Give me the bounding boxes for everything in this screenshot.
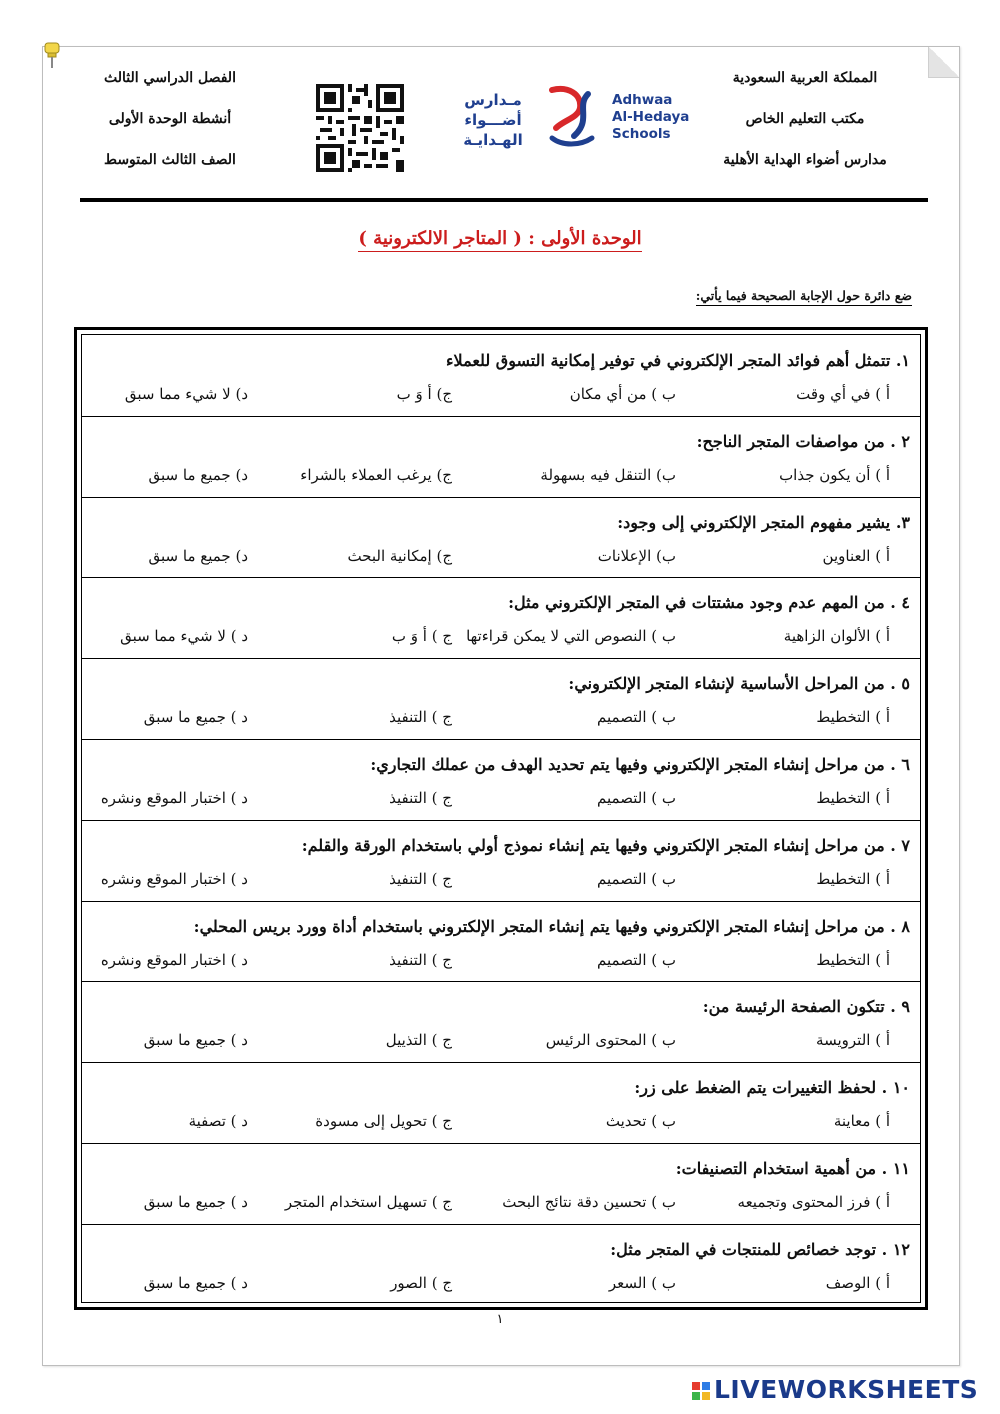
answer-option-c[interactable]: ج ) التنفيذ	[389, 708, 452, 727]
question-row-6	[82, 739, 920, 821]
logo-en-line-2: Al-Hedaya	[612, 109, 690, 125]
question-text: ١٢ . توجد خصائص للمنتجات في المتجر مثل:	[610, 1239, 910, 1259]
answer-option-c[interactable]: ج) إمكانية البحث	[347, 546, 452, 565]
unit-title-text: الوحدة الأولى : ( المتاجر الالكترونية )	[358, 228, 641, 252]
answer-option-b[interactable]: ب ) النصوص التي لا يمكن قراءتها	[466, 627, 676, 646]
answer-option-c[interactable]: ج ) التذييل	[385, 1031, 452, 1050]
question-row-12	[82, 1224, 920, 1305]
question-row-10	[82, 1062, 920, 1144]
logo-ar-line-2: أضـــواء	[464, 111, 522, 129]
answer-option-c[interactable]: ج ) تسهيل استخدام المتجر	[284, 1193, 452, 1211]
header-office: مكتب التعليم الخاص	[745, 111, 865, 127]
answer-option-d[interactable]: د ) جميع ما سبق	[143, 1273, 248, 1292]
logo-en-line-3: Schools	[612, 126, 671, 142]
logo-ar-line-1: مـدارس	[464, 91, 522, 109]
answer-option-a[interactable]: أ ) التخطيط	[816, 708, 890, 727]
answer-option-d[interactable]: د) جميع ما سبق	[148, 546, 248, 565]
question-text: ١. تتمثل أهم فوائد المتجر الإلكتروني في توفير إمكانية التسوق للعملاء	[446, 351, 910, 370]
logo-english-text	[612, 92, 689, 143]
answer-option-b[interactable]: ب ) المحتوى الرئيس	[545, 1031, 676, 1050]
liveworksheets-brand: LIVEWORKSHEETS	[714, 1375, 979, 1404]
header-grade: الصف الثالث المتوسط	[104, 152, 236, 168]
answer-option-c[interactable]: ج ) التنفيذ	[389, 950, 452, 969]
answer-option-b[interactable]: ب ) تحسين دقة نتائج البحث	[502, 1193, 676, 1211]
page-fold-corner	[928, 47, 959, 78]
answer-option-d[interactable]: د ) لا شيء مما سبق	[120, 627, 248, 646]
logo-arabic-text	[446, 90, 540, 150]
header-country: المملكة العربية السعودية	[732, 70, 878, 86]
question-row-7	[82, 820, 920, 902]
question-row-5	[82, 658, 920, 740]
answer-option-d[interactable]: د ) اختبار الموقع ونشره	[100, 869, 248, 888]
instruction-text: ضع دائرة حول الإجابة الصحيحة فيما يأتي:	[696, 288, 912, 306]
answer-option-b[interactable]: ب ) التصميم	[597, 950, 676, 969]
answer-option-c[interactable]: ج ) التنفيذ	[389, 869, 452, 888]
question-row-4	[82, 577, 920, 659]
question-row-9	[82, 981, 920, 1063]
logo-en-line-1: Adhwaa	[612, 92, 673, 108]
question-text: ٦ . من مراحل إنشاء المتجر الإلكتروني وفيها يتم تحديد الهدف من عملك التجاري:	[370, 755, 910, 774]
question-text: ١١ . من أهمية استخدام التصنيفات:	[675, 1159, 910, 1178]
question-row-8	[82, 901, 920, 983]
question-text: ١٠ . لحفظ التغييرات يتم الضغط على زر:	[634, 1078, 910, 1098]
header-left-block	[80, 64, 260, 187]
answer-option-c[interactable]: ج ) التنفيذ	[389, 789, 452, 807]
instruction	[560, 288, 912, 303]
questions-table-inner	[81, 334, 921, 1303]
answer-option-a[interactable]: أ ) التخطيط	[816, 789, 890, 807]
answer-option-a[interactable]: أ ) العناوين	[822, 546, 890, 565]
qr-code-icon	[316, 84, 404, 172]
answer-option-a[interactable]: أ ) التخطيط	[816, 869, 890, 888]
question-text: ٣. يشير مفهوم المتجر الإلكتروني إلى وجود:	[617, 512, 910, 532]
answer-option-d[interactable]: د ) اختبار الموقع ونشره	[100, 789, 248, 807]
answer-option-c[interactable]: ج ) الصور	[390, 1273, 452, 1292]
header-school: مدارس أضواء الهداية الأهلية	[723, 152, 887, 168]
unit-title	[300, 228, 700, 249]
question-text: ٧ . من مراحل إنشاء المتجر الإلكتروني وفيها يتم إنشاء نموذج أولي باستخدام الورقة والقلم:	[301, 835, 910, 855]
answer-option-c[interactable]: ج ) تحويل إلى مسودة	[315, 1112, 452, 1131]
answer-option-a[interactable]: أ ) معاينة	[833, 1112, 890, 1131]
answer-option-a[interactable]: أ ) في أي وقت	[796, 385, 890, 403]
answer-option-d[interactable]: د ) جميع ما سبق	[143, 1031, 248, 1050]
header-activity: أنشطة الوحدة الأولى	[108, 111, 232, 127]
answer-option-d[interactable]: د ) جميع ما سبق	[143, 708, 248, 727]
answer-option-a[interactable]: أ ) الألوان الزاهية	[783, 627, 890, 646]
question-row-1	[82, 335, 920, 417]
answer-option-b[interactable]: ب) التنقل فيه بسهولة	[540, 465, 676, 484]
answer-option-c[interactable]: ج) أ وَ ب	[396, 385, 452, 403]
pin-icon[interactable]	[40, 40, 64, 70]
answer-option-d[interactable]: د ) جميع ما سبق	[143, 1193, 248, 1211]
question-text: ٤ . من المهم عدم وجود مشتتات في المتجر الإلكتروني مثل:	[508, 593, 910, 613]
answer-option-a[interactable]: أ ) الوصف	[825, 1273, 890, 1292]
answer-option-a[interactable]: أ ) أن يكون جذاب	[779, 465, 890, 484]
answer-option-d[interactable]: د ) تصفية	[188, 1112, 248, 1131]
header-divider	[80, 198, 928, 202]
answer-option-d[interactable]: د) لا شيء مما سبق	[124, 385, 248, 403]
answer-option-b[interactable]: ب ) التصميم	[597, 708, 676, 727]
answer-option-b[interactable]: ب ) التصميم	[597, 789, 676, 807]
question-text: ٢ . من مواصفات المتجر الناجح:	[696, 431, 910, 451]
question-text: ٨ . من مراحل إنشاء المتجر الإلكتروني وفيها يتم إنشاء المتجر الإلكتروني باستخدام أداة وورد بريس المحلي:	[193, 916, 910, 936]
answer-option-b[interactable]: ب ) من أي مكان	[569, 385, 676, 403]
answer-option-a[interactable]: أ ) فرز المحتوى وتجميعه	[737, 1193, 890, 1211]
question-row-11	[82, 1143, 920, 1225]
question-text: ٩ . تتكون الصفحة الرئيسة من:	[702, 997, 910, 1017]
header-semester: الفصل الدراسي الثالث	[104, 70, 236, 86]
logo-ar-line-3: الهـدايـة	[463, 131, 523, 149]
answer-option-d[interactable]: د) جميع ما سبق	[148, 465, 248, 484]
answer-option-b[interactable]: ب ) التصميم	[597, 869, 676, 888]
answer-option-a[interactable]: أ ) التخطيط	[816, 950, 890, 969]
questions-table	[74, 327, 928, 1310]
header-right-block	[700, 64, 910, 187]
page-number: ١	[496, 1312, 504, 1327]
answer-option-d[interactable]: د ) اختبار الموقع ونشره	[100, 950, 248, 969]
answer-option-c[interactable]: ج) يرغب العملاء بالشراء	[300, 465, 452, 484]
answer-option-b[interactable]: ب) الإعلانات	[597, 546, 676, 565]
question-text: ٥ . من المراحل الأساسية لإنشاء المتجر الإلكتروني:	[568, 674, 910, 694]
answer-option-b[interactable]: ب ) السعر	[608, 1273, 676, 1292]
question-row-3	[82, 497, 920, 579]
answer-option-a[interactable]: أ ) الترويسة	[816, 1031, 890, 1050]
answer-option-c[interactable]: ج ) أ وَ ب	[391, 627, 452, 646]
question-row-2	[82, 416, 920, 498]
answer-option-b[interactable]: ب ) تحديث	[605, 1112, 676, 1131]
